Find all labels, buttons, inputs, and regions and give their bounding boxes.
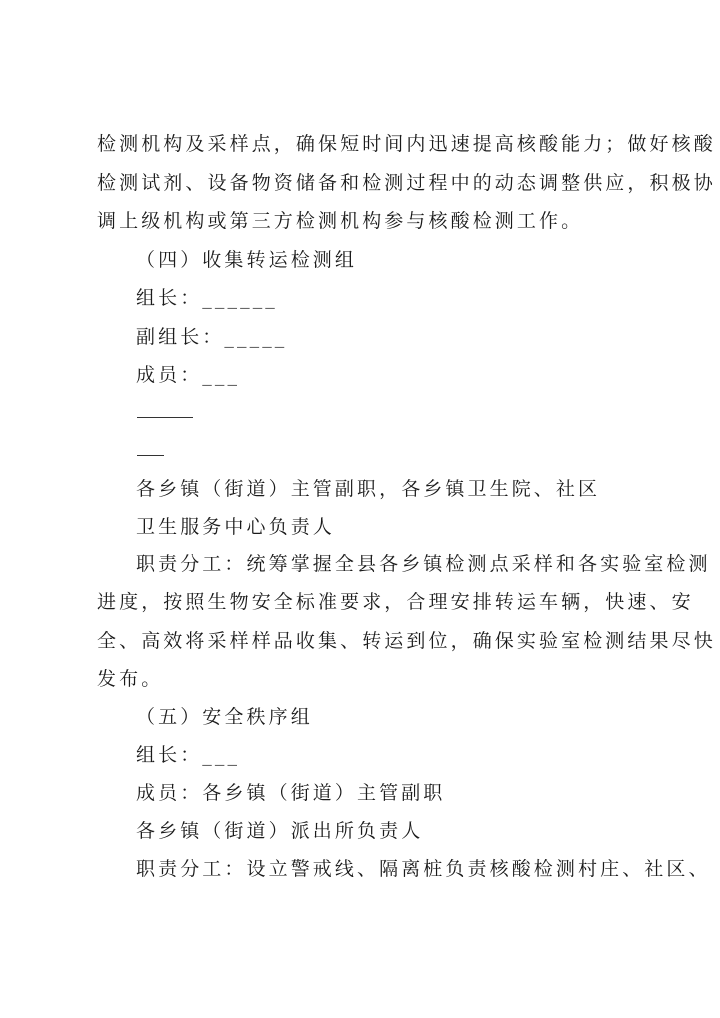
group-leader-line: 组长：___ xyxy=(136,744,241,766)
blank-underline xyxy=(137,417,193,418)
deputy-leader-line: 副组长：_____ xyxy=(136,326,288,348)
paragraph-line: 发布。 xyxy=(97,668,164,690)
paragraph-line: 检测机构及采样点，确保短时间内迅速提高核酸能力；做好核酸 xyxy=(97,133,716,155)
section-heading: （四）收集转运检测组 xyxy=(136,249,358,271)
duty-paragraph-line: 职责分工：统筹掌握全县各乡镇检测点采样和各实验室检测 xyxy=(136,553,711,575)
paragraph-line: 进度，按照生物安全标准要求，合理安排转运车辆，快速、安 xyxy=(97,591,694,613)
paragraph-line: 各乡镇（街道）主管副职，各乡镇卫生院、社区 xyxy=(136,478,601,500)
members-line: 成员：___ xyxy=(136,364,241,386)
group-leader-line: 组长：______ xyxy=(136,287,278,309)
paragraph-line: 调上级机构或第三方检测机构参与核酸检测工作。 xyxy=(97,210,584,232)
paragraph-line: 全、高效将采样样品收集、转运到位，确保实验室检测结果尽快 xyxy=(97,630,716,652)
blank-underline xyxy=(137,455,164,456)
paragraph-line: 检测试剂、设备物资储备和检测过程中的动态调整供应，积极协 xyxy=(97,172,716,194)
members-line: 成员：各乡镇（街道）主管副职 xyxy=(136,782,446,804)
section-heading: （五）安全秩序组 xyxy=(136,706,313,728)
paragraph-line: 各乡镇（街道）派出所负责人 xyxy=(136,820,424,842)
duty-paragraph-line: 职责分工：设立警戒线、隔离桩负责核酸检测村庄、社区、 xyxy=(136,858,711,880)
paragraph-line: 卫生服务中心负责人 xyxy=(136,516,335,538)
